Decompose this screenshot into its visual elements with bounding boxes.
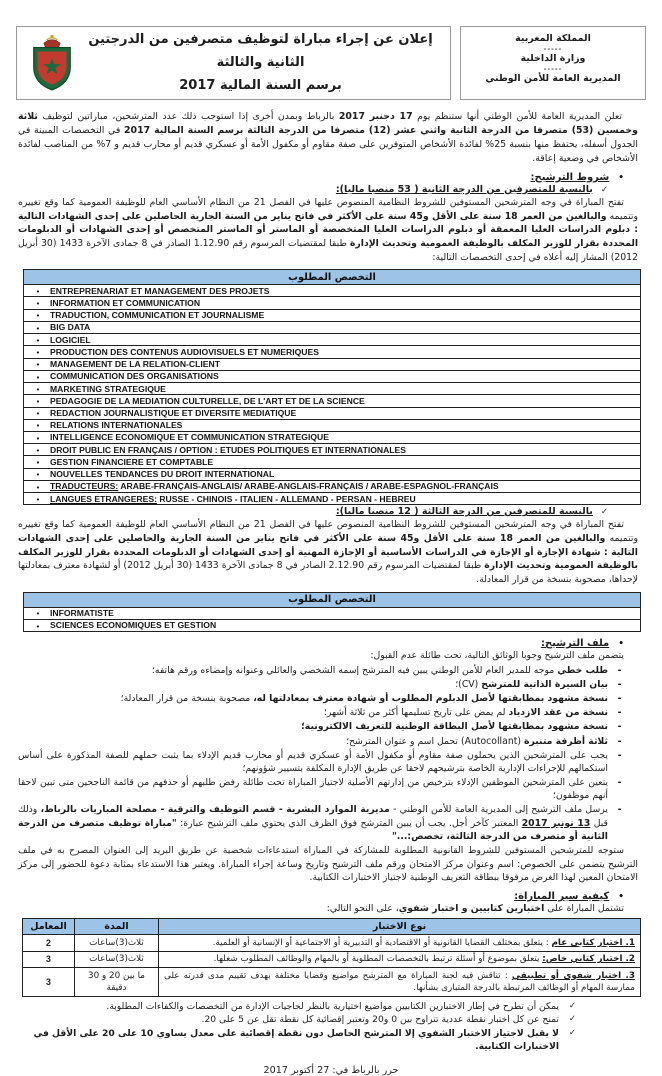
- dossier-item-text: بيان السيرة الذاتية للمترشح (CV)؛: [455, 678, 608, 690]
- specializations-table-header: التخصص المطلوب: [24, 592, 641, 607]
- specialization-row: [24, 309, 641, 321]
- bullet-icon: •: [36, 286, 40, 296]
- specialization-label: INFORMATISTE: [50, 608, 114, 619]
- ministry-header-line: المديرية العامة للأمن الوطني: [485, 72, 621, 84]
- specialization-label: LOGICIEL: [50, 334, 91, 345]
- dossier-item-text: نسخة من عقد الازدياد لم يمض على تاريخ تسليمها أكثر من ثلاثة أشهر؛: [323, 707, 608, 719]
- specialization-row: [24, 431, 641, 443]
- bullet-icon: •: [36, 609, 40, 619]
- exam-duration-header: المدة: [75, 919, 159, 935]
- specialization-row: [24, 407, 641, 419]
- dash-icon: -: [617, 721, 622, 733]
- specialization-row: [24, 383, 641, 395]
- bullet-icon: •: [36, 482, 40, 492]
- exam-duration-cell: ثلاث(3)ساعات: [75, 935, 159, 951]
- section-procedure-heading: [0, 891, 624, 902]
- specialization-label: MANAGEMENT DE LA RELATION-CLIENT: [50, 359, 220, 370]
- section-dossier-heading: [0, 638, 624, 649]
- exam-coeff-header: المعامل: [23, 919, 75, 935]
- bullet-icon: •: [36, 494, 40, 504]
- specialization-row: [24, 346, 641, 358]
- dash-icon: -: [617, 664, 622, 676]
- exam-type-cell: 1. اختبار كتابي عام : يتعلق بمختلف القضايا القانونية أو الاقتصادية أو التدبيرية أو الاجتماعية أو الإنسانية أو العلمية.: [159, 935, 641, 951]
- convocation-paragraph: ستوجه للمترشحين المستوفين للشروط القانونية المطلوبة للمشاركة في المباراة استدعاءات شخصية عن طريق البريد إلى العنوان المصرح به في ملف الترشيح يتضمن على الخصوص: اسم وعنوان مركز الامتحان ورقم ملف الترشيح وتاريخ وساعة إجراء المباراة. ويعتبر هذا الاستدعاء بمثابة دعوة للحضور إلى مركز الامتحان المعين لهذا الغرض مرفوقا ببطاقة التعريف الوطنية لاجتياز الاختبارات الكتابية.: [18, 845, 638, 884]
- bullet-icon: •: [36, 299, 40, 309]
- exam-table-row: [23, 951, 641, 967]
- specialization-row: [24, 321, 641, 333]
- ministry-header-line: -----: [543, 44, 563, 53]
- recruitment-announcement-document: [0, 26, 662, 1076]
- dash-icon: -: [617, 804, 622, 816]
- specialization-label: SCIENCES ECONOMIQUES ET GESTION: [50, 620, 217, 631]
- dossier-item-text: طلب خطي موجه للمدير العام للأمن الوطني يبين فيه المترشح إسمه الشخصي والعائلي وعنوانه وإمضاءه ورقم هاتفه؛: [151, 664, 608, 676]
- bullet-icon: •: [36, 421, 40, 431]
- dash-icon: -: [617, 707, 622, 719]
- dash-icon: -: [617, 749, 622, 761]
- intro-paragraph: تعلن المديرية العامة للأمن الوطني أنها ستنظم يوم 17 دجنبر 2017 بالرباط وبمدن أخرى إذا استوجب ذلك عدد المترشحين، مباراتين لتوظيف ثلاثة وخمسين (53) متصرفا من الدرجة الثانية واثني عشر (12) متصرفا من الدرجة الثالثة برسم السنة المالية 2017 في التخصصات المبينة في الجدول أسفله، يحتفظ منها بنسبة 25% لفائدة الأشخاص المتوفرين على صفة مقاوم أو مكفول الأمة أو عسكري قديم أو محارب قديم و 7% من المناصب لفائدة الأشخاص في وضعية إعاقة.: [18, 111, 638, 164]
- exam-table-row: [23, 968, 641, 997]
- exam-coeff-cell: 3: [23, 968, 75, 997]
- exam-coeff-cell: 3: [23, 951, 75, 967]
- dossier-list-item: [18, 803, 624, 843]
- checkmark-icon: ✓: [568, 1028, 576, 1039]
- specialization-label: NOUVELLES TENDANCES DU DROIT INTERNATIONAL: [50, 469, 275, 480]
- exam-note-text: تمنح عن كل اختبار نقطة عددية تتراوح بين 0 و20 وتعتبر إقصائية كل نقطة تقل عن 5 على 20.: [201, 1014, 559, 1026]
- exam-note-item: [18, 1028, 576, 1053]
- checkmark-icon: ✓: [600, 507, 608, 518]
- dossier-list-item: [18, 749, 624, 775]
- issue-date-line: حرر بالرباط في: 27 أكتوبر 2017: [263, 1065, 399, 1076]
- specialization-row: [24, 419, 641, 431]
- bullet-icon: •: [36, 458, 40, 468]
- bullet-icon: •: [36, 409, 40, 419]
- specializations-table-header: التخصص المطلوب: [24, 270, 641, 285]
- section-conditions-title: شروط الترشيح:: [530, 171, 610, 183]
- bullet-icon: •: [618, 639, 624, 650]
- specialization-row: [24, 619, 641, 631]
- exam-type-header: نوع الاختبار: [159, 919, 641, 935]
- dash-icon: -: [617, 692, 622, 704]
- specialization-label: BIG DATA: [50, 322, 91, 333]
- specialization-row: [24, 456, 641, 468]
- dash-icon: -: [617, 777, 622, 789]
- dossier-items-list: [18, 664, 624, 843]
- specialization-label: TRADUCTION, COMMUNICATION ET JOURNALISME: [50, 310, 265, 321]
- specialization-row: [24, 480, 641, 492]
- bullet-icon: •: [36, 372, 40, 382]
- specialization-row: [24, 370, 641, 382]
- specialization-label: LANGUES ETRANGERES: RUSSE - CHINOIS - ITALIEN - ALLEMAND - PERSAN - HEBREU: [50, 493, 416, 504]
- specialization-row: [24, 444, 641, 456]
- exam-table: [22, 918, 641, 996]
- exam-note-text: يمكن أن تطرح في إطار الاختبارين الكتابيين مواضيع اختيارية بالنظر لحاجيات الإدارة من التخصصات والكفاءات المطلوبة.: [106, 1000, 559, 1012]
- bullet-icon: •: [36, 445, 40, 455]
- specialization-label: DROIT PUBLIC EN FRANÇAIS / OPTION : ETUDES POLITIQUES ET INTERNATIONALES: [50, 444, 407, 455]
- subsection-grade2-title: بالنسبة للمتصرفين من الدرجة الثانية ( 53 منصبا ماليا):: [335, 183, 593, 195]
- ministry-header-line: وزارة الداخلية: [520, 52, 586, 64]
- specialization-row: [24, 297, 641, 309]
- checkmark-icon: ✓: [568, 1014, 576, 1025]
- specialization-label: INTELLIGENCE ECONOMIQUE ET COMMUNICATION STRATEGIQUE: [50, 432, 329, 443]
- specialization-label: GESTION FINANCIERE ET COMPTABLE: [50, 456, 214, 467]
- dash-icon: -: [617, 678, 622, 690]
- procedure-lead: تشتمل المباراة على اختبارين كتابيين و اختبار شفوي، على النحو التالي:: [326, 903, 624, 914]
- dossier-list-item: [18, 720, 624, 733]
- ministry-header-line: -----: [543, 64, 563, 73]
- dossier-item-text: يرسل ملف الترشيح إلى المديرية العامة للأمن الوطني - مديرية الموارد البشرية - قسم التوظيف والترقية - مصلحة المباريات بالرباط، وذلك قبل 13 نونبر 2017 المعتبر كآخر أجل. يجب أن يبين المترشح فوق الظرف الذي يحتوي ملف الترشيح عبارة: "مباراة توظيف متصرف من الدرجة الثانية أو متصرف من الدرجة الثالثة، تخصص:...": [18, 804, 608, 842]
- dossier-item-text: يجب على المترشحين الذين يحملون صفة مقاوم أو مكفول الأمة أو عسكري قديم أو محارب قديم الإدلاء بما يثبت حملهم للصفة المذكورة على أساس استكمالهم للإجراءات الإدارية الخاصة بترشيحهم لاحقا عن طريق الإدارة المكلفة بتسيير شؤونهم؛: [18, 749, 608, 774]
- bullet-icon: •: [36, 621, 40, 631]
- exam-coeff-cell: 2: [23, 935, 75, 951]
- dossier-list-item: [18, 664, 624, 677]
- bullet-icon: •: [36, 360, 40, 370]
- subsection-grade2-heading: [0, 184, 608, 195]
- subsection-grade3-title: بالنسبة للمتصرفين من الدرجة الثالثة ( 12 منصبا ماليا):: [335, 506, 593, 518]
- specializations-table-grade3: [23, 592, 641, 632]
- announcement-title-line1: إعلان عن إجراء مباراة لتوظيف متصرفين من الدرجتين الثانية والثالثة: [88, 32, 433, 70]
- specialization-row: [24, 285, 641, 297]
- grade3-conditions-paragraph: تفتح المباراة في وجه المترشحين المستوفين للشروط النظامية المنصوص عليها في الفصل 21 من النظام الأساسي العام للوظيفة العمومية كما وقع تغييره وتتميمه والبالغين من العمر 18 سنة على الأقل و45 سنة على الأكثر في فاتح يناير من السنة الجارية والحاصلين على إحدى الشهادات التالية : شهادة الإجازة أو الإجازة في الدراسات الأساسية أو الإجازة المهنية أو إحدى الشهادات أو الدبلومات المحددة بقرار للوزير المكلف بالوظيفة العمومية وتحديث الإدارة طبقا لمقتضيات المرسوم رقم 2.12.90 الصادر في 8 جمادى الآخرة 1433 (30 أبريل 2012) أو لشهادة معترف بمعادلتها لإحداها، مصحوبة بنسخة من قرار المعادلة.: [18, 519, 638, 585]
- specialization-label: RELATIONS INTERNATIONALES: [50, 420, 183, 431]
- dossier-item-text: يتعين على المترشحين الموظفين الإدلاء بترخيص من إدارتهم الأصلية لاجتياز المباراة تحت طائلة رفض طلبهم أو حذفهم من قائمة الناجحين متى تبين لاحقا أنهم موظفون؛: [18, 777, 608, 802]
- specialization-row: [24, 358, 641, 370]
- specialization-row: [24, 607, 641, 619]
- title-box: [16, 26, 451, 100]
- specialization-label: PEDAGOGIE DE LA MEDIATION CULTURELLE, DE L'ART ET DE LA SCIENCE: [50, 395, 365, 406]
- subsection-grade3-heading: [0, 506, 608, 517]
- bullet-icon: •: [36, 470, 40, 480]
- specialization-row: [24, 395, 641, 407]
- specialization-label: INFORMATION ET COMMUNICATION: [50, 297, 201, 308]
- specialization-label: TRADUCTEURS: ARABE-FRANÇAIS-ANGLAIS/ ARABE-ANGLAIS-FRANÇAIS / ARABE-ESPAGNOL-FRANÇAIS: [50, 481, 499, 492]
- bullet-icon: •: [36, 397, 40, 406]
- dossier-list-item: [18, 735, 624, 748]
- exam-note-item: [18, 1014, 576, 1027]
- dossier-list-item: [18, 776, 624, 802]
- bullet-icon: •: [36, 384, 40, 394]
- exam-duration-cell: ما بين 20 و 30 دقيقة: [75, 968, 159, 997]
- dgsn-crest-logo: [25, 33, 79, 93]
- dossier-lead: يتضمن ملف الترشيح وجوبا الوثائق التالية، تحت طائلة عدم القبول:: [370, 650, 624, 662]
- grade2-conditions-paragraph: تفتح المباراة في وجه المترشحين المستوفين للشروط النظامية المنصوص عليها في الفصل 21 من النظام الأساسي العام للوظيفة العمومية كما وقع تغييره وتتميمه والبالغين من العمر 18 سنة على الأقل و45 سنة على الأكثر في فاتح يناير من السنة الجارية الحاصلين على إحدى الشهادات التالية : دبلوم الدراسات العليا المعمقة أو دبلوم الدراسات العليا المتخصصة أو الماستر أو الماستر المتخصص أو إحدى الشهادات أو الدبلومات المحددة بقرار للوزير المكلف بالوظيفة العمومية وتحديث الإدارة طبقا لمقتضيات المرسوم رقم 1.12.90 الصادر في 8 جمادى الآخرة 1433 (30 أبريل 2012) المشار إليه أعلاه في إحدى التخصصات التالية:: [18, 196, 639, 263]
- document-header: [16, 26, 646, 100]
- bullet-icon: •: [618, 172, 624, 183]
- exam-note-text: لا يقبل لاجتياز الاختبار الشفوي إلا المترشح الحاصل دون نقطة إقصائية على معدل يساوي 10 على 20 على الأقل في الاختبارات الكتابية.: [33, 1028, 559, 1052]
- specialization-label: ENTREPRENARIAT ET MANAGEMENT DES PROJETS: [50, 285, 270, 296]
- exam-notes-list: [18, 1001, 576, 1054]
- bullet-icon: •: [36, 335, 40, 345]
- specializations-table-grade2: [23, 269, 641, 505]
- exam-type-cell: 3. اختبار شفوي أو تطبيقي : تناقش فيه لجنة المباراة مع المترشح مواضيع وقضايا مختلفة بهدف تقييم مدى قدرته على ممارسة المهام أو الوظائف المرتبطة بالدرجة المتبارى بشأنها.: [159, 968, 641, 997]
- bullet-icon: •: [618, 892, 624, 902]
- exam-table-row: [23, 935, 641, 951]
- bullet-icon: •: [36, 323, 40, 333]
- checkmark-icon: ✓: [568, 1000, 576, 1011]
- dossier-item-text: ثلاثة أظرفة متنبرة (Autocollant) تحمل اسم و عنوان المترشح؛: [346, 735, 608, 747]
- bullet-icon: •: [36, 433, 40, 443]
- exam-table-header-row: [23, 919, 641, 935]
- specialization-label: MARKETING STRATEGIQUE: [50, 383, 166, 394]
- specialization-row: [24, 493, 641, 505]
- exam-note-item: [18, 1001, 576, 1014]
- specialization-label: REDACTION JOURNALISTIQUE ET DIVERSITE MEDIATIQUE: [50, 408, 297, 418]
- exam-duration-cell: ثلاث(3)ساعات: [75, 951, 159, 967]
- announcement-title-line2: برسم السنة المالية 2017: [179, 77, 342, 93]
- dossier-item-text: نسخة مشهود بمطابقتها لأصل البطاقة الوطنية للتعريف الالكترونية؛: [301, 721, 608, 733]
- dash-icon: -: [617, 735, 622, 747]
- bullet-icon: •: [36, 348, 40, 358]
- bullet-icon: •: [36, 311, 40, 321]
- section-conditions-heading: [0, 172, 624, 183]
- specialization-label: PRODUCTION DES CONTENUS AUDIOVISUELS ET NUMERIQUES: [50, 346, 319, 357]
- specialization-row: [24, 468, 641, 480]
- dossier-item-text: نسخة مشهود بمطابقتها لأصل الدبلوم المطلوب أو شهادة معترف بمعادلتها له، مصحوبة بنسخة من قرار المعادلة؛: [120, 692, 608, 704]
- dossier-list-item: [18, 678, 624, 691]
- checkmark-icon: ✓: [600, 184, 608, 195]
- announcement-title: [79, 29, 442, 97]
- specialization-row: [24, 334, 641, 346]
- specialization-label: COMMUNICATION DES ORGANISATIONS: [50, 371, 219, 382]
- dossier-list-item: [18, 706, 624, 719]
- section-dossier-title: ملف الترشيح:: [540, 638, 610, 650]
- ministry-header-box: [460, 26, 646, 100]
- exam-type-cell: 2. اختبار كتابي خاص: يتعلق بموضوع أو أسئلة ترتبط بالتخصصات المطلوبة أو بالمهام والوظائف المطلوب شغلها.: [159, 951, 641, 967]
- dossier-list-item: [18, 692, 624, 705]
- ministry-header-line: المملكة المغربية: [515, 33, 591, 44]
- section-procedure-title: كيفية سير المباراة:: [514, 891, 610, 902]
